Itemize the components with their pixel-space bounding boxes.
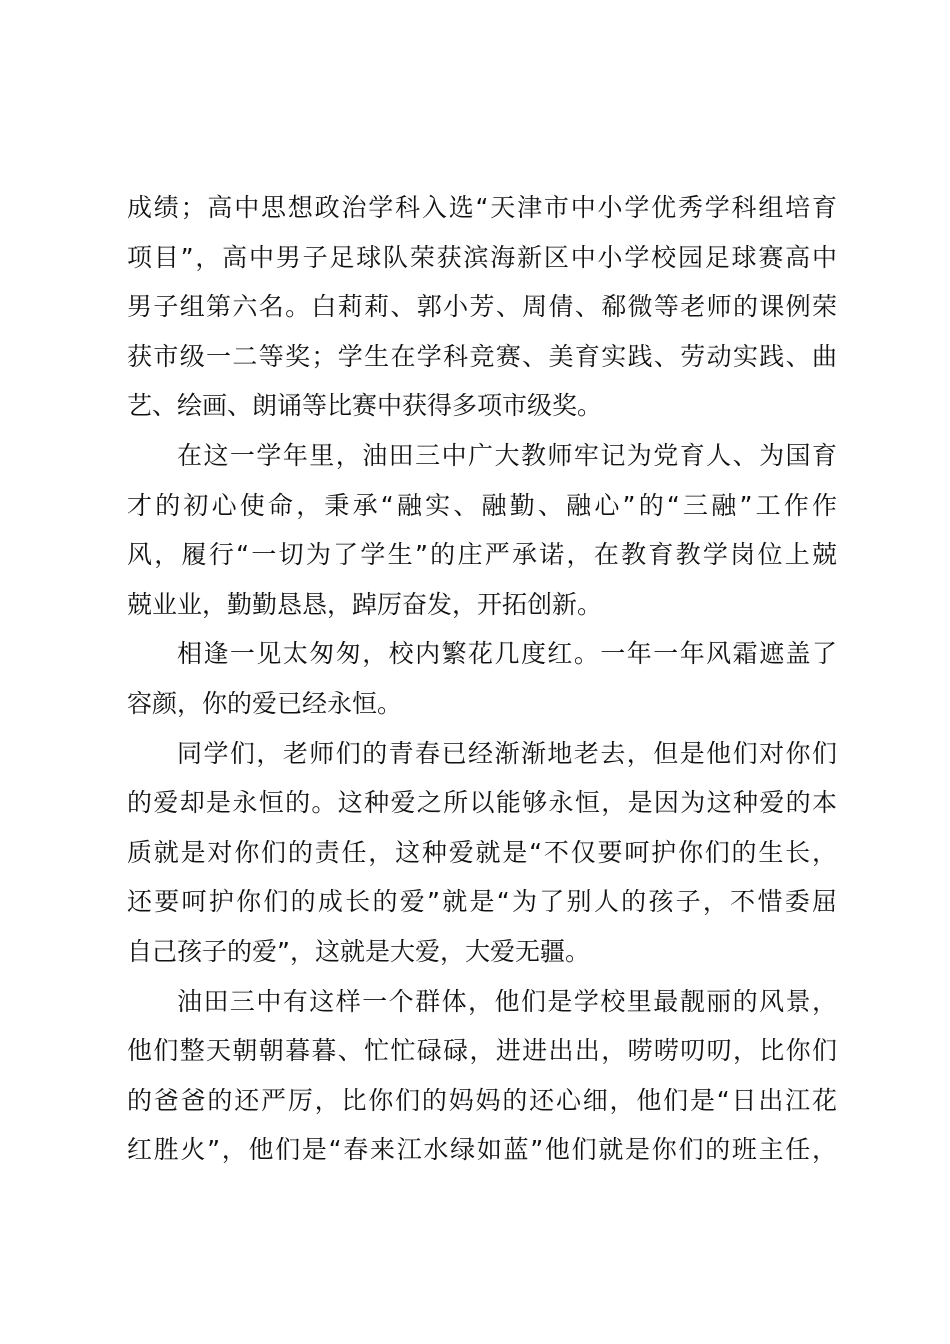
text-line: 还要呵护你们的成长的爱”就是“为了别人的孩子，不惜委屈 [127, 887, 837, 917]
text-line: 容颜，你的爱已经永恒。 [127, 688, 403, 718]
body-text [127, 183, 837, 1175]
text-line: 他们整天朝朝暮暮、忙忙碌碌，进进出出，唠唠叨叨，比你们 [127, 1036, 837, 1066]
text-line: 相逢一见太匆匆，校内繁花几度红。一年一年风霜遮盖了 [177, 639, 837, 669]
text-line: 红胜火”，他们是“春来江水绿如蓝”他们就是你们的班主任， [127, 1135, 837, 1165]
text-line: 男子组第六名。白莉莉、郭小芳、周倩、郗微等老师的课例荣 [127, 292, 837, 322]
text-line: 自己孩子的爱”，这就是大爱，大爱无疆。 [127, 936, 590, 966]
text-line: 的爸爸的还严厉，比你们的妈妈的还心细，他们是“日出江花 [127, 1085, 837, 1115]
text-line: 艺、绘画、朗诵等比赛中获得多项市级奖。 [127, 391, 603, 421]
text-line: 在这一学年里，油田三中广大教师牢记为党育人、为国育 [177, 440, 837, 470]
text-line: 兢业业，勤勤恳恳，踔厉奋发，开拓创新。 [127, 589, 603, 619]
text-line: 油田三中有这样一个群体，他们是学校里最靓丽的风景， [177, 986, 837, 1016]
text-line: 项目”，高中男子足球队荣获滨海新区中小学校园足球赛高中 [127, 242, 837, 272]
text-line: 质就是对你们的责任，这种爱就是“不仅要呵护你们的生长， [127, 837, 837, 867]
text-line: 才的初心使命，秉承“融实、融勤、融心”的“三融”工作作 [127, 490, 837, 520]
text-line: 成绩；高中思想政治学科入选“天津市中小学优秀学科组培育 [127, 193, 837, 222]
text-line: 风，履行“一切为了学生”的庄严承诺，在教育教学岗位上兢 [127, 540, 837, 570]
text-line: 获市级一二等奖；学生在学科竞赛、美育实践、劳动实践、曲 [127, 341, 837, 371]
text-line: 同学们，老师们的青春已经渐渐地老去，但是他们对你们 [177, 738, 837, 768]
text-line: 的爱却是永恒的。这种爱之所以能够永恒，是因为这种爱的本 [127, 788, 837, 818]
